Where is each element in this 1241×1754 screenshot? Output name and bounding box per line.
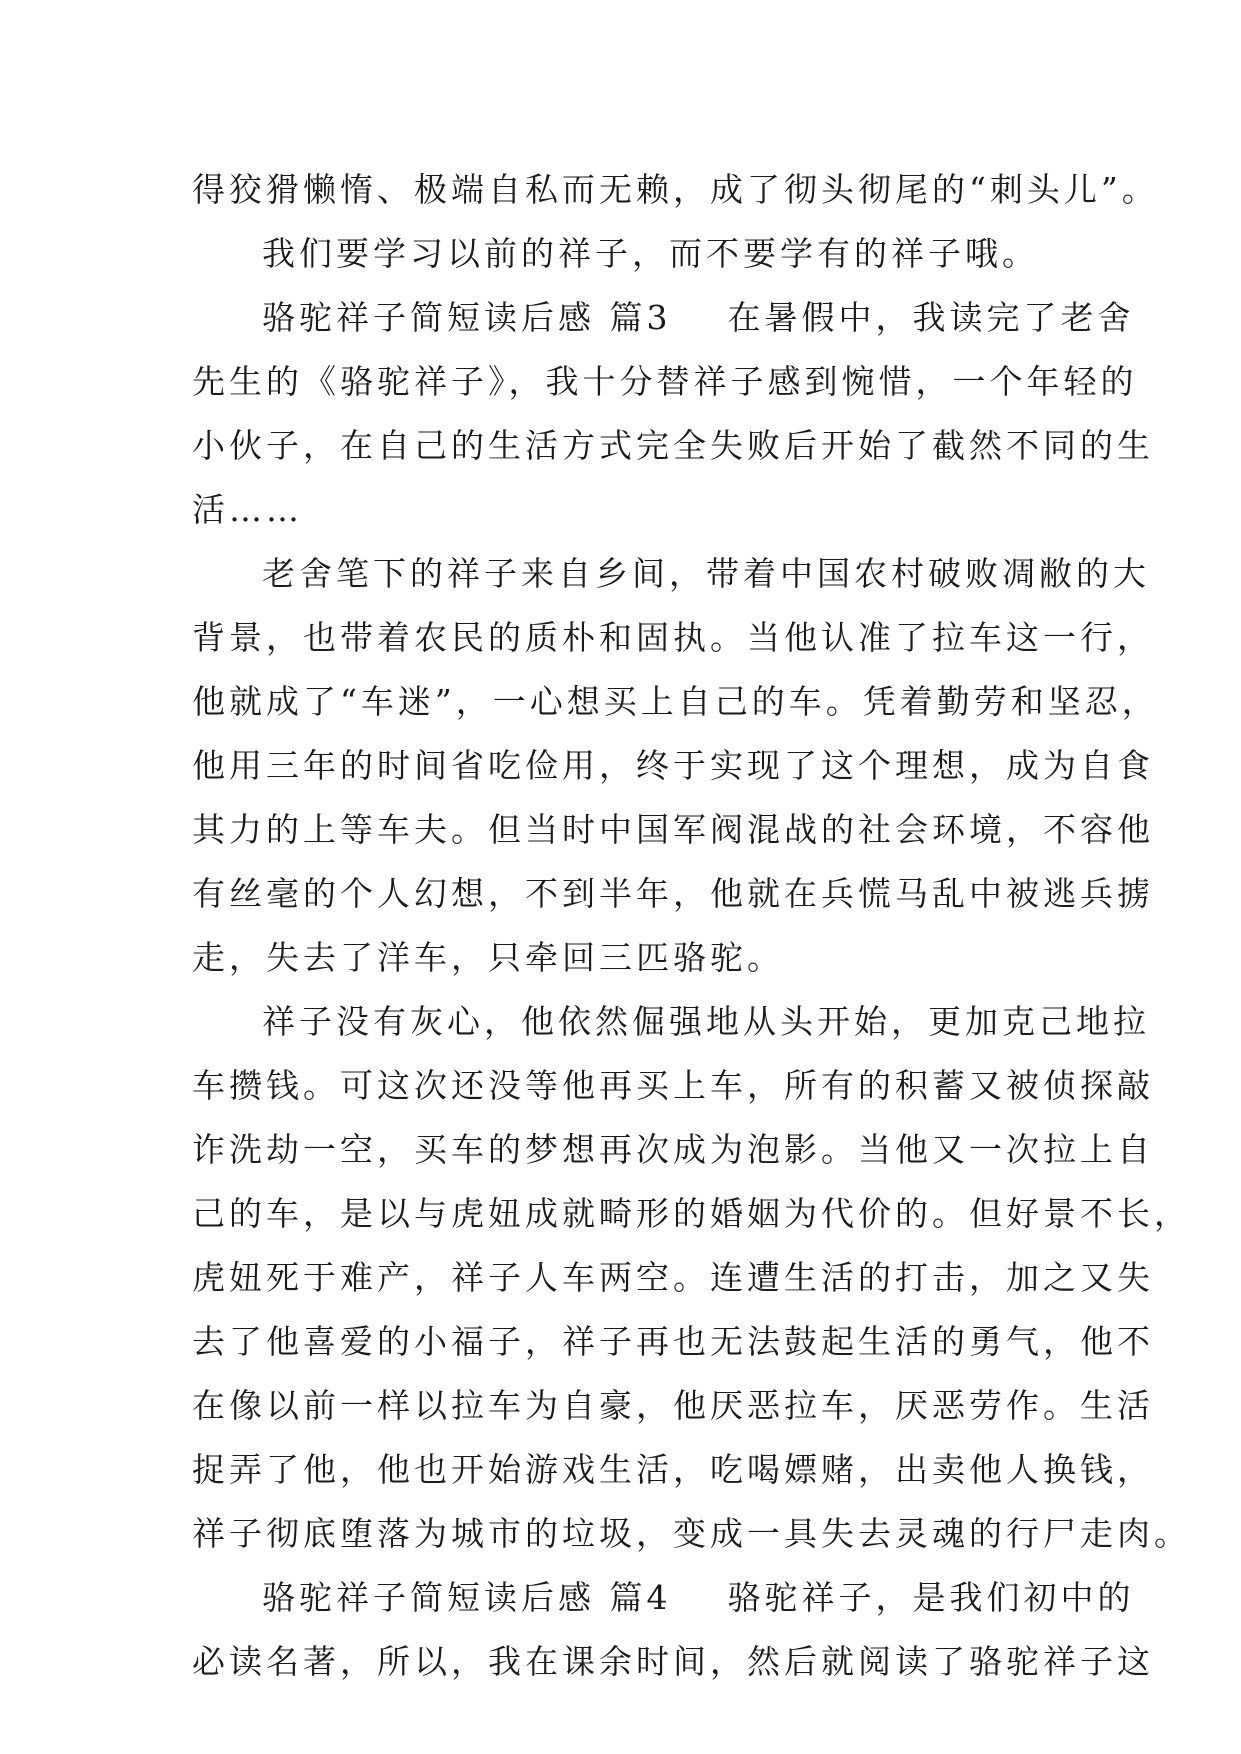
text-line: 老舍笔下的祥子来自乡间，带着中国农村破败凋敝的大	[262, 554, 1150, 593]
text-line: 走，失去了洋车，只牵回三匹骆驼。	[192, 938, 784, 977]
text-line: 在像以前一样以拉车为自豪，他厌恶拉车，厌恶劳作。生活	[192, 1386, 1154, 1425]
text-line: 去了他喜爱的小福子，祥子再也无法鼓起生活的勇气，他不	[192, 1322, 1154, 1361]
text-line: 诈洗劫一空，买车的梦想再次成为泡影。当他又一次拉上自	[192, 1130, 1154, 1169]
text-line: 他用三年的时间省吃俭用，终于实现了这个理想，成为自食	[192, 746, 1154, 785]
text-line: 活……	[192, 490, 303, 529]
text-line: 必读名著，所以，我在课余时间，然后就阅读了骆驼祥子这	[192, 1642, 1154, 1681]
section-heading-line	[192, 1566, 1135, 1630]
text-line: 其力的上等车夫。但当时中国军阀混战的社会环境，不容他	[192, 810, 1154, 849]
text-line: 己的车，是以与虎妞成就畸形的婚姻为代价的。但好景不长，	[192, 1194, 1191, 1233]
text-line: 骆驼祥子，是我们初中的	[727, 1578, 1135, 1617]
text-line: 背景，也带着农民的质朴和固执。当他认准了拉车这一行，	[192, 618, 1154, 657]
text-line: 祥子没有灰心，他依然倔强地从头开始，更加克己地拉	[262, 1002, 1150, 1041]
section-heading: 骆驼祥子简短读后感 篇3	[262, 298, 672, 337]
section-heading-line	[192, 286, 1135, 350]
text-line: 得狡猾懒惰、极端自私而无赖，成了彻头彻尾的“刺头儿”。	[192, 170, 1159, 209]
text-line: 小伙子，在自己的生活方式完全失败后开始了截然不同的生	[192, 426, 1154, 465]
text-line: 虎妞死于难产，祥子人车两空。连遭生活的打击，加之又失	[192, 1258, 1154, 1297]
text-line: 他就成了“车迷”，一心想买上自己的车。凭着勤劳和坚忍，	[192, 682, 1159, 721]
text-line: 我们要学习以前的祥子，而不要学有的祥子哦。	[262, 234, 1039, 273]
essay-body	[192, 158, 1191, 1694]
text-line: 祥子彻底堕落为城市的垃圾，变成一具失去灵魂的行尸走肉。	[192, 1514, 1191, 1553]
section-heading: 骆驼祥子简短读后感 篇4	[262, 1578, 672, 1617]
text-line: 车攒钱。可这次还没等他再买上车，所有的积蓄又被侦探敲	[192, 1066, 1154, 1105]
text-line: 捉弄了他，他也开始游戏生活，吃喝嫖赌，出卖他人换钱，	[192, 1450, 1154, 1489]
text-line: 有丝毫的个人幻想，不到半年，他就在兵慌马乱中被逃兵掳	[192, 874, 1154, 913]
text-line: 在暑假中，我读完了老舍	[727, 298, 1135, 337]
text-line: 先生的《骆驼祥子》，我十分替祥子感到惋惜，一个年轻的	[192, 362, 1138, 401]
